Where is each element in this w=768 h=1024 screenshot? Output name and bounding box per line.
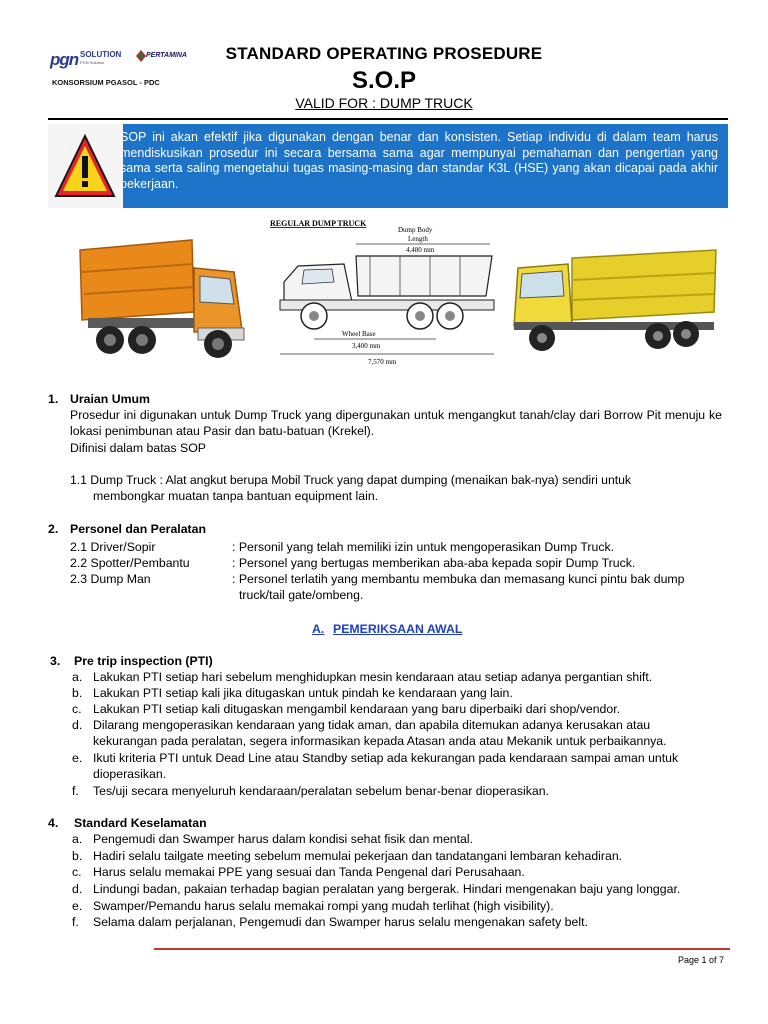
orange-dump-truck-image bbox=[70, 232, 250, 362]
dump-truck-diagram bbox=[270, 212, 510, 372]
list-item: Ikuti kriteria PTI untuk Dead Line atau Standby setiap ada kekurangan pada kendaraan sampai aman untuk bbox=[93, 751, 679, 765]
list-item: Lakukan PTI setiap hari sebelum menghidupkan mesin kendaraan atau setiap adanya pergantian shift. bbox=[93, 670, 653, 684]
list-item: Selama dalam perjalanan, Pengemudi dan Swamper harus selalu mengenakan safety belt. bbox=[93, 915, 588, 929]
konsorsium-label: KONSORSIUM PGASOL - PDC bbox=[52, 78, 160, 87]
section-a-letter[interactable]: A. bbox=[312, 622, 325, 636]
personel-label: 2.2 Spotter/Pembantu bbox=[70, 556, 190, 570]
section-3-title: Pre trip inspection (PTI) bbox=[74, 654, 213, 668]
section-3-number: 3. bbox=[50, 654, 61, 668]
personel-label: 2.1 Driver/Sopir bbox=[70, 540, 156, 554]
pgn-logo: pgn bbox=[50, 50, 79, 69]
diagram-wheelbase-label: Wheel Base bbox=[342, 330, 376, 338]
list-item: Lindungi badan, pakaian terhadap bagian peralatan yang bergerak. Hindari mengenakan baju yang longgar. bbox=[93, 882, 681, 896]
page-number: Page 1 of 7 bbox=[677, 955, 724, 965]
list-item: Hadiri selalu tailgate meeting sebelum memulai pekerjaan dan tandatangani lembaran kehadiran. bbox=[93, 849, 623, 863]
section-2-title: Personel dan Peralatan bbox=[70, 522, 207, 536]
section-4-title: Standard Keselamatan bbox=[74, 816, 207, 830]
list-item: Lakukan PTI setiap kali ditugaskan mengambil kendaraan yang baru diperbaiki dari shop/vendor. bbox=[93, 702, 621, 716]
list-item-letter: b. bbox=[72, 686, 83, 700]
warning-text: SOP ini akan efektif jika digunakan dengan benar dan konsisten. Setiap individu di dalam team harus mendiskusikan prosedur ini secara bersama sama agar mempunyai pemahaman dan pengertian yang sama serta saling mengetahui tugas masing-masing dan standar K3L (HSE) yang akan dicapai pada akhir pekerjaan. bbox=[120, 130, 718, 191]
valid-for-label: VALID FOR : DUMP TRUCK bbox=[295, 95, 473, 111]
footer-divider bbox=[154, 948, 730, 950]
list-item-letter: e. bbox=[72, 899, 83, 913]
personel-description: : Personil yang telah memiliki izin untuk mengoperasikan Dump Truck. bbox=[232, 540, 615, 554]
list-item-letter: a. bbox=[72, 832, 83, 846]
diagram-wheelbase-value: 3,400 mm bbox=[352, 342, 381, 350]
list-item-letter: c. bbox=[72, 865, 82, 879]
section-2-number: 2. bbox=[48, 522, 59, 536]
section-1-item-1-1-continued: membongkar muatan tanpa bantuan equipment lain. bbox=[93, 489, 379, 503]
section-1-number: 1. bbox=[48, 392, 59, 406]
list-item: Pengemudi dan Swamper harus dalam kondisi sehat fisik dan mental. bbox=[93, 832, 474, 846]
company-logos bbox=[46, 44, 206, 90]
list-item-continued: kekurangan pada peralatan, segera informasikan kepada Atasan anda atau Mekanik untuk perbaikannya. bbox=[93, 734, 667, 748]
list-item-continued: dioperasikan. bbox=[93, 767, 167, 781]
list-item-letter: a. bbox=[72, 670, 83, 684]
solution-logo-subtext: PGN Solution bbox=[80, 60, 105, 65]
pertamina-logo-icon bbox=[136, 50, 146, 62]
section-1-definition: Difinisi dalam batas SOP bbox=[70, 441, 207, 455]
solution-logo-text: SOLUTION bbox=[80, 50, 122, 59]
diagram-total-value: 7,570 mm bbox=[368, 358, 397, 366]
list-item: Tes/uji secara menyeluruh kendaraan/peralatan sebelum benar-benar dioperasikan. bbox=[93, 784, 549, 798]
section-4-number: 4. bbox=[48, 816, 59, 830]
diagram-body-label: Dump Body bbox=[398, 226, 433, 234]
list-item-letter: c. bbox=[72, 702, 82, 716]
section-a-link[interactable]: PEMERIKSAAN AWAL bbox=[333, 622, 463, 636]
personel-description: : Personel terlatih yang membantu membuka dan memasang kunci pintu bak dump bbox=[232, 572, 685, 586]
header-divider bbox=[48, 118, 728, 120]
list-item: Dilarang mengoperasikan kendaraan yang tidak aman, dan apabila ditemukan adanya kerusakan atau bbox=[93, 718, 651, 732]
warning-triangle-icon bbox=[48, 124, 123, 208]
pertamina-logo-text: PERTAMINA bbox=[146, 52, 187, 59]
list-item: Swamper/Pemandu harus selalu memakai rompi yang mudah terlihat (high visibility). bbox=[93, 899, 554, 913]
list-item-letter: b. bbox=[72, 849, 83, 863]
diagram-length-value: 4,480 mm bbox=[406, 246, 435, 254]
diagram-title: REGULAR DUMP TRUCK bbox=[270, 219, 367, 228]
personel-description: : Personel yang bertugas memberikan aba-aba kepada sopir Dump Truck. bbox=[232, 556, 636, 570]
section-1-item-1-1: 1.1 Dump Truck : Alat angkut berupa Mobil Truck yang dapat dumping (menaikan bak-nya) sendiri untuk bbox=[70, 473, 632, 487]
document-title: STANDARD OPERATING PROSEDURE bbox=[225, 44, 543, 63]
warning-icon-panel bbox=[48, 124, 123, 208]
list-item-letter: e. bbox=[72, 751, 83, 765]
sop-heading: S.O.P bbox=[351, 67, 417, 94]
yellow-dump-truck-image bbox=[508, 246, 720, 356]
personel-description-continued: truck/tail gate/ombeng. bbox=[239, 588, 364, 602]
diagram-length-label: Length bbox=[408, 235, 428, 243]
personel-label: 2.3 Dump Man bbox=[70, 572, 151, 586]
list-item-letter: d. bbox=[72, 718, 83, 732]
section-1-paragraph: Prosedur ini digunakan untuk Dump Truck yang dipergunakan untuk mengangkut tanah/clay dari Borrow Pit menuju ke lokasi penimbunan atau Pasir dan batu-batuan (Krekel). bbox=[70, 408, 722, 438]
section-1-title: Uraian Umum bbox=[70, 392, 150, 406]
list-item: Harus selalu memakai PPE yang sesuai dan Tanda Pengenal dari Perusahaan. bbox=[93, 865, 525, 879]
list-item-letter: d. bbox=[72, 882, 83, 896]
list-item: Lakukan PTI setiap kali jika ditugaskan untuk pindah ke kendaraan yang lain. bbox=[93, 686, 513, 700]
list-item-letter: f. bbox=[72, 915, 79, 929]
list-item-letter: f. bbox=[72, 784, 79, 798]
